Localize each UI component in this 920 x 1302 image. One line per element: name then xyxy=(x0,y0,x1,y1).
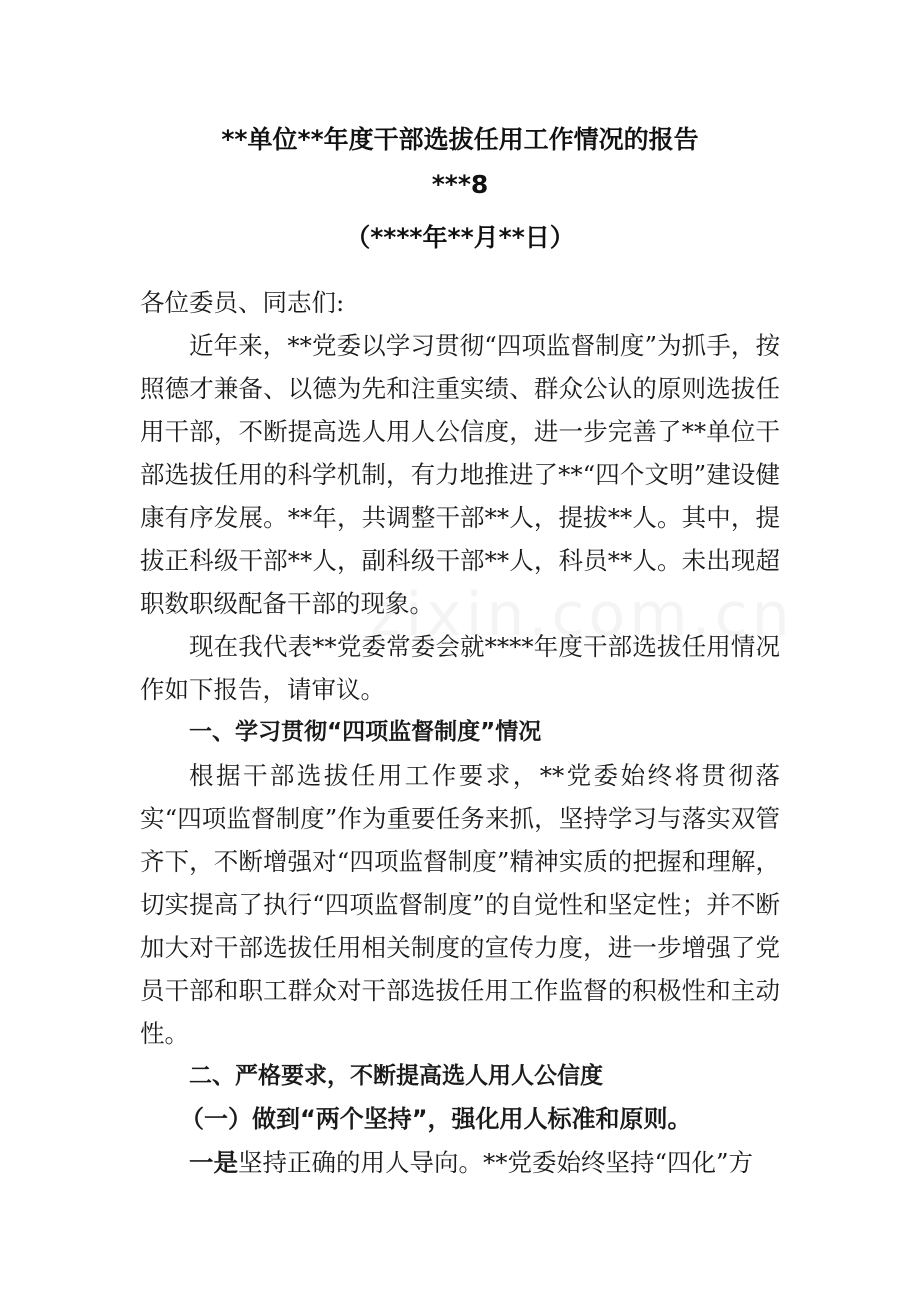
document-author: ***8 xyxy=(431,170,489,199)
paragraph-section-1: 根据干部选拔任用工作要求，**党委始终将贯彻落实“四项监督制度”作为重要任务来抓，坚持学习与落实双管齐下，不断增强对“四项监督制度”精神实质的把握和理解，切实提高了执行“四项监督制度”的自觉性和坚定性；并不断加大对干部选拔任用相关制度的宣传力度，进一步增强了党员干部和职工群众对干部选拔任用工作监督的积极性和主动性。 xyxy=(140,761,780,1048)
paragraph-point-1 xyxy=(140,1141,780,1184)
point-text: 坚持正确的用人导向。**党委始终坚持“四化”方 xyxy=(238,1148,754,1177)
heading-section-2: 二、严格要求，不断提高选人用人公信度 xyxy=(189,1063,603,1089)
paragraph-report: 现在我代表**党委常委会就****年度干部选拔任用情况作如下报告，请审议。 xyxy=(140,632,780,704)
heading-subsection-1: （一）做到“两个坚持”，强化用人标准和原则。 xyxy=(180,1105,692,1133)
point-lead: 一是 xyxy=(189,1148,238,1177)
paragraph-intro: 近年来，**党委以学习贯彻“四项监督制度”为抓手，按照德才兼备、以德为先和注重实绩、群众公认的原则选拔任用干部，不断提高选人用人公信度，进一步完善了**单位干部选拔任用的科学机制，有力地推进了**“四个文明”建设健康有序发展。**年，共调整干部**人，提拔**人。其中，提拔正科级干部**人，副科级干部**人，科员**人。未出现超职数职级配备干部的现象。 xyxy=(140,331,780,618)
document-date: （****年**月**日） xyxy=(345,223,575,252)
document-body xyxy=(140,324,780,1184)
document-title: **单位**年度干部选拔任用工作情况的报告 xyxy=(221,125,699,154)
heading-section-1: 一、学习贯彻“四项监督制度”情况 xyxy=(189,719,542,745)
greeting: 各位委员、同志们: xyxy=(140,288,345,317)
